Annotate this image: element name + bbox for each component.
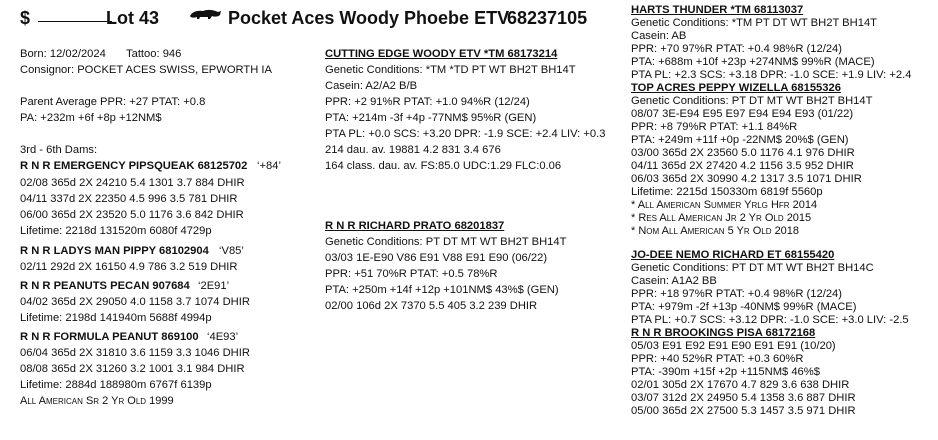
dam-score: ‘2E91’ [198, 280, 230, 292]
sires-sire-casein: Casein: AB [631, 30, 687, 42]
sire-genetic-conditions: Genetic Conditions: *TM *TD PT WT BH2T BH14T [325, 64, 576, 76]
dams-dam-record: 05/00 365d 2X 27500 5.3 1457 3.5 971 DHIR [631, 405, 856, 417]
dam-score: ‘4E93’ [207, 331, 239, 343]
tattoo: Tattoo: 946 [126, 48, 182, 60]
sires-dam-pta: PTA: +249m +11f +0p -22NM$ 20%$ (GEN) [631, 134, 849, 146]
dam-ppr: PPR: +51 70%R PTAT: +0.5 78%R [325, 268, 498, 280]
dams-sire-pta: PTA: +979m -2f +13p -40NM$ 99%R (MACE) [631, 301, 857, 313]
dam-name: R N R EMERGENCY PIPSQUEAK 68125702 [20, 160, 248, 172]
lot-number: Lot 43 [106, 8, 160, 28]
dam-record: 06/00 365d 2X 23520 5.0 1176 3.6 842 DHIR [20, 209, 244, 221]
dams-dam-name: R N R BROOKINGS PISA 68172168 [631, 327, 816, 339]
sires-dam-classification: 08/07 3E-E94 E95 E97 E94 E94 E93 (01/22) [631, 108, 854, 120]
sire-name: CUTTING EDGE WOODY ETV *TM 68173214 [325, 48, 558, 60]
dam-genetic-conditions: Genetic Conditions: PT DT MT WT BH2T BH14T [325, 236, 567, 248]
dam-record: 04/11 337d 2X 22350 4.5 996 3.5 781 DHIR [20, 193, 238, 205]
dam-record: 08/08 365d 2X 31260 3.2 1001 3.1 984 DHIR [20, 363, 245, 375]
sires-dam-award: * Res All American Jr 2 Yr Old 2015 [631, 212, 812, 224]
dams-sire-genetic-conditions: Genetic Conditions: PT DT MT WT BH2T BH14C [631, 262, 874, 274]
birth-date: Born: 12/02/2024 [20, 48, 106, 60]
sires-dam-record: 03/00 365d 2X 23560 5.0 1176 4.1 976 DHIR [631, 147, 855, 159]
dam-record: 02/08 365d 2X 24210 5.4 1301 3.7 884 DHIR [20, 177, 245, 189]
sires-sire-ppr: PPR: +70 97%R PTAT: +0.4 98%R (12/24) [631, 43, 843, 55]
price-blank-line [38, 21, 112, 22]
sires-dam-record: 04/11 365d 2X 27420 4.2 1156 3.5 952 DHIR [631, 160, 854, 172]
dam-name: R N R LADYS MAN PIPPY 68102904 [20, 245, 209, 257]
sires-dam-lifetime: Lifetime: 2215d 150330m 6819f 5560p [631, 186, 823, 198]
cow-icon [188, 7, 222, 21]
dam-name: R N R FORMULA PEANUT 869100 [20, 331, 199, 343]
dams-dam-classification: 05/03 E91 E92 E91 E90 E91 E91 (10/20) [631, 340, 836, 352]
sire-classified-daughters: 164 class. dau. av. FS:85.0 UDC:1.29 FLC:0.06 [325, 160, 562, 172]
dam-name: R N R RICHARD PRATO 68201837 [325, 220, 505, 232]
sire-ppr: PPR: +2 91%R PTAT: +1.0 94%R (12/24) [325, 96, 530, 108]
dam-name: R N R PEANUTS PECAN 907684 [20, 280, 190, 292]
sires-sire-pta-pl: PTA PL: +2.3 SCS: +3.18 DPR: -1.0 SCE: +1.9 LIV: +2.4 [631, 69, 912, 81]
dam-record: 02/11 292d 2X 16150 4.9 786 3.2 519 DHIR [20, 261, 238, 273]
dams-dam-pta: PTA: -390m +15f +2p +115NM$ 46%$ [631, 366, 820, 378]
dams-dam-record: 02/01 305d 2X 17670 4.7 829 3.6 638 DHIR [631, 379, 850, 391]
sires-sire-name: HARTS THUNDER *TM 68113037 [631, 4, 804, 16]
sire-daughters: 214 dau. av. 19881 4.2 831 3.4 676 [325, 144, 501, 156]
sire-pta: PTA: +214m -3f +4p -77NM$ 95%R (GEN) [325, 112, 537, 124]
sires-dam-name: TOP ACRES PEPPY WIZELLA 68155326 [631, 82, 841, 94]
registration-number: 68237105 [507, 8, 588, 28]
sire-casein: Casein: A2/A2 B/B [325, 80, 418, 92]
sires-dam-record: 06/03 365d 2X 30990 4.2 1317 3.5 1071 DHIR [631, 173, 862, 185]
dams-label: 3rd - 6th Dams: [20, 144, 98, 156]
sires-dam-genetic-conditions: Genetic Conditions: PT DT MT WT BH2T BH14T [631, 95, 873, 107]
parent-average: Parent Average PPR: +27 PTAT: +0.8 [20, 96, 206, 108]
dam-score: ‘V85’ [219, 245, 244, 257]
sire-pta-pl: PTA PL: +0.0 SCS: +3.20 DPR: -1.9 SCE: +2.4 LIV: +0.3 [325, 128, 606, 140]
dam-record: 02/00 106d 2X 7370 5.5 405 3.2 239 DHIR [325, 300, 538, 312]
dams-sire-pta-pl: PTA PL: +0.7 SCS: +3.12 DPR: -1.0 SCE: +3.0 LIV: -2.5 [631, 314, 909, 326]
dam-classification: 03/03 1E-E90 V86 E91 V88 E91 E90 (06/22) [325, 252, 548, 264]
dams-sire-name: JO-DEE NEMO RICHARD ET 68155420 [631, 249, 835, 261]
sires-sire-genetic-conditions: Genetic Conditions: *TM PT DT WT BH2T BH14T [631, 17, 877, 29]
consignor: Consignor: POCKET ACES SWISS, EPWORTH IA [20, 64, 272, 76]
sires-dam-ppr: PPR: +8 79%R PTAT: +1.1 84%R [631, 121, 798, 133]
dams-sire-ppr: PPR: +18 97%R PTAT: +0.4 98%R (12/24) [631, 288, 843, 300]
pa-values: PA: +232m +6f +8p +12NM$ [20, 112, 162, 124]
dam-award: All American Sr 2 Yr Old 1999 [20, 395, 174, 407]
dam-record: 06/04 365d 2X 31810 3.6 1159 3.3 1046 DHIR [20, 347, 250, 359]
dam-record: 04/02 365d 2X 29050 4.0 1158 3.7 1074 DHIR [20, 296, 250, 308]
sires-dam-award: * All American Summer Yrlg Hfr 2014 [631, 199, 818, 211]
dam-lifetime: Lifetime: 2884d 188980m 6767f 6139p [20, 379, 212, 391]
dam-pta: PTA: +250m +14f +12p +101NM$ 43%$ (GEN) [325, 284, 559, 296]
sires-dam-award: * Nom All American 5 Yr Old 2018 [631, 225, 800, 237]
dam-score: ‘+84’ [257, 160, 281, 172]
dam-lifetime: Lifetime: 2218d 131520m 6080f 4729p [20, 225, 212, 237]
sires-sire-pta: PTA: +688m +10f +23p +274NM$ 99%R (MACE) [631, 56, 875, 68]
dam-lifetime: Lifetime: 2198d 141940m 5688f 4994p [20, 312, 212, 324]
price-prefix: $ [20, 8, 31, 28]
dams-dam-ppr: PPR: +40 52%R PTAT: +0.3 60%R [631, 353, 804, 365]
animal-name: Pocket Aces Woody Phoebe ETV [228, 8, 510, 28]
dams-dam-record: 03/07 312d 2X 24950 5.4 1358 3.6 887 DHIR [631, 392, 856, 404]
dams-sire-casein: Casein: A1A2 BB [631, 275, 717, 287]
